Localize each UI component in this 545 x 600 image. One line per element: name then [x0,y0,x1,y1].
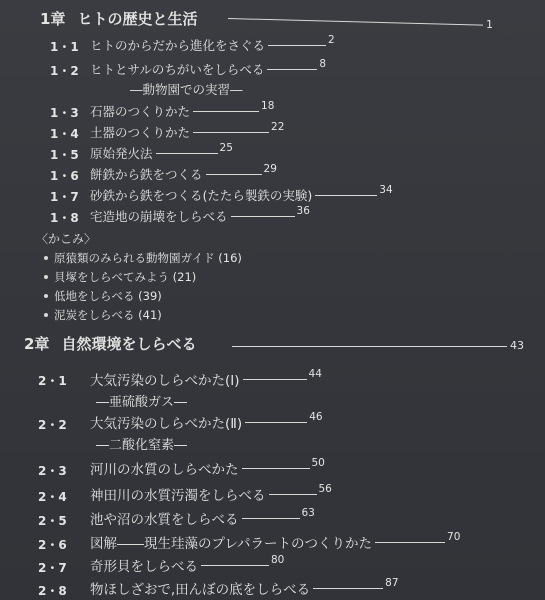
chapter-1-page: 1 [486,18,493,31]
entry-title: 原始発火法 [90,146,153,161]
kakomi-heading: 〈かこみ〉 [36,232,97,246]
chapter-number: 2章 [24,335,50,353]
section-number: 1・2 [50,64,79,78]
chapter-number: 1章 [40,10,66,28]
entry-title: 奇形貝をしらべる [90,559,198,575]
toc-entry [90,60,326,78]
entry-page: 34 [379,184,393,196]
toc-entry [90,509,315,527]
entry-title: 石器のつくりかた [90,104,191,119]
chapter-1-leader [228,18,483,26]
toc-entry [90,556,284,574]
entry-title: 河川の水質のしらべかた [90,462,239,478]
entry-subtitle: ―動物園での実習― [130,82,243,97]
entry-page: 8 [319,58,327,70]
entry-title: 砂鉄から鉄をつくる(たたら製鉄の実験) [90,188,313,203]
bullet-icon [44,256,48,260]
entry-page: 63 [301,507,315,519]
toc-entry [90,579,399,597]
chapter-2-page: 43 [510,339,524,352]
section-number: 1・1 [50,40,79,54]
entry-page: 44 [308,368,322,380]
entry-page: 29 [263,163,277,175]
leader-line [193,132,269,133]
kakomi-item-text: 原猿類のみられる動物園ガイド (16) [54,251,242,265]
section-number: 1・7 [50,190,79,204]
kakomi-item [44,269,196,285]
toc-entry [90,36,335,54]
leader-line [375,542,445,543]
entry-page: 80 [271,554,285,566]
toc-entry [90,165,277,183]
entry-title: 図解――現生珪藻のプレパラートのつくりかた [90,536,373,552]
chapter-title: ヒトの歴史と生活 [77,10,198,28]
entry-title: 池や沼の水質をしらべる [90,512,239,528]
leader-line [156,153,218,154]
section-number: 2・3 [38,464,67,478]
entry-title: ヒトのからだから進化をさぐる [90,38,266,53]
leader-line [201,565,269,566]
section-number: 1・5 [50,148,79,162]
toc-entry [90,123,284,141]
entry-page: 46 [309,411,323,423]
toc-entry [90,459,325,477]
entry-title: 餅鉄から鉄をつくる [90,167,203,182]
section-number: 2・5 [38,514,67,528]
section-number: 2・1 [38,374,67,388]
toc-entry [90,186,393,204]
leader-line [269,494,317,495]
toc-entry [90,370,322,388]
leader-line [315,195,377,196]
leader-line [193,111,259,112]
toc-entry [90,413,323,431]
chapter-2-heading [24,333,200,354]
entry-page: 25 [219,142,233,154]
entry-title: ヒトとサルのちがいをしらべる [90,62,265,77]
section-number: 2・8 [38,584,67,598]
leader-line [267,69,317,70]
entry-subtitle: ―亜硫酸ガス― [96,395,188,410]
toc-entry [90,533,460,551]
kakomi-item-text: 貝塚をしらべてみよう (21) [54,270,197,284]
entry-page: 2 [328,34,335,46]
entry-page: 56 [318,483,332,495]
kakomi-item-text: 泥炭をしらべる (41) [54,308,162,322]
entry-page: 22 [271,121,285,133]
leader-line [313,588,383,589]
entry-title: 大気汚染のしらべかた(Ⅱ) [90,416,243,432]
section-number: 1・8 [50,211,79,225]
toc-entry [90,102,274,120]
entry-title: 大気汚染のしらべかた(Ⅰ) [90,373,240,389]
leader-line [231,216,295,217]
section-number: 1・3 [50,106,79,120]
leader-line [245,422,307,423]
section-number: 1・6 [50,169,79,183]
entry-page: 50 [311,457,325,469]
chapter-title: 自然環境をしらべる [61,335,197,353]
entry-page: 18 [261,100,275,112]
leader-line [206,174,262,175]
kakomi-item-text: 低地をしらべる (39) [54,289,162,303]
section-number: 2・7 [38,561,67,575]
entry-title: 神田川の水質汚濁をしらべる [90,488,266,504]
section-number: 2・4 [38,490,67,504]
toc-entry [90,207,310,225]
leader-line [268,45,326,46]
entry-title: 物ほしざおで,田んぼの底をしらべる [90,582,311,598]
entry-title: 土器のつくりかた [90,125,191,140]
toc-entry [90,144,233,162]
section-number: 1・4 [50,127,79,141]
chapter-1-heading [40,8,201,29]
kakomi-item [44,250,242,266]
kakomi-item [44,288,162,304]
leader-line [243,379,307,380]
entry-subtitle: ―二酸化窒素― [96,438,188,453]
chapter-2-leader [232,346,507,347]
kakomi-item [44,307,162,323]
entry-page: 36 [296,205,310,217]
section-number: 2・2 [38,418,67,432]
bullet-icon [44,294,48,298]
bullet-icon [44,275,48,279]
entry-page: 70 [447,531,461,543]
toc-entry [90,485,332,503]
entry-page: 87 [385,577,399,589]
bullet-icon [44,313,48,317]
entry-title: 宅造地の崩壊をしらべる [90,209,228,224]
leader-line [242,468,310,469]
section-number: 2・6 [38,538,67,552]
leader-line [242,518,300,519]
